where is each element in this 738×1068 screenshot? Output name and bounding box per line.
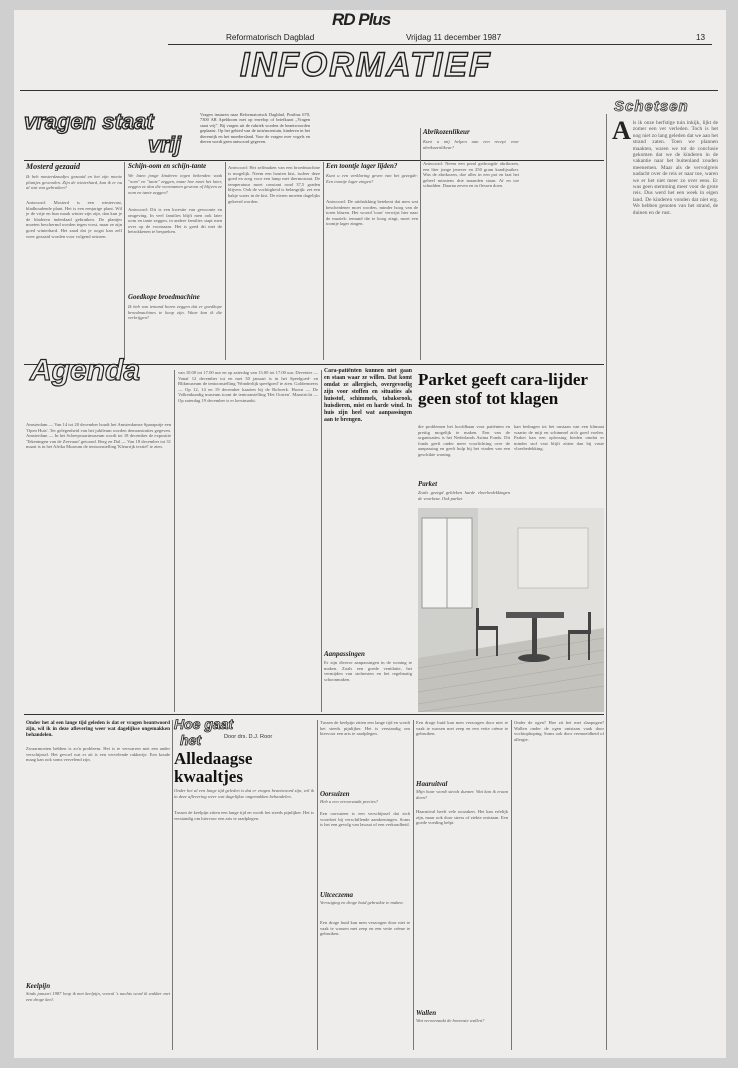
mosterd-heading: Mosterd gezaaid [26, 162, 80, 171]
kwaaltjes-title-block [174, 750, 314, 786]
vragen-intro: Vragen insturen naar Reformatorisch Dagblad, Postbus 670, 7300 AR Apeldoorn met op envelop of briefkaart „Vragen staat vrij”. Bij vragen uit de rubriek worden de beantwoorden geplaatst. Op het gebied van de tuin/moestuin, kinderen in het dierenrijk en het moedersland. Voor de vragen over vogels en dieren wordt geen antwoord gegeven. [200, 112, 310, 145]
divider [511, 720, 512, 1050]
parket-body-1: die problemen het hoofdbaan voor patiënten en prettig mogelijk te maken. Een van de organisaties is het Nederlands Astma Fonds. Dit fonds geeft onder meer voorlichting over de aanpassing en geeft hulp bij het vinden van een geschikte woning. [418, 424, 510, 457]
schijn-oom-answer: Antwoord: Dit is een kwestie van gewoonte en omgeving. In veel families blijft men ook later oom en tante zeggen, in andere families stapt men over op de voornaam. Het is goed dit met de betrokkenen te bespreken. [128, 207, 222, 235]
vragen-column-5 [423, 128, 519, 360]
keelpijn-subhead: Keelpijn [26, 982, 51, 990]
vragen-column-4 [326, 162, 418, 362]
room-photo-illustration [418, 508, 604, 712]
divider [413, 720, 414, 1050]
vragen-column-1 [26, 162, 122, 362]
kwaaltjes-col-4 [416, 720, 508, 1050]
kwaaltjes-lead-bold: Onder het al een lange tijd geleden is dat er vragen beantwoord zijn, wil ik in deze aflevering weer wat dagelijkse ongemakken behandelen. [26, 720, 170, 739]
kwaaltjes-lead: Onder het al een lange tijd geleden is dat er vragen beantwoord zijn, wil ik in deze aflevering weer wat dagelijkse ongemakken behandelen. [174, 788, 314, 799]
kwaaltjes-col-3 [320, 720, 410, 1050]
uiteczema-body: Een droge huid kan men verzorgen door niet te vaak te wassen met zeep en een vette crème te gebruiken. [320, 920, 410, 937]
divider [317, 720, 318, 1050]
broedmachine-answer: Antwoord: Het zelfmaken van een broedmachine is mogelijk. Neem een houten kist, isoleer deze goed en zorg voor een lamp met thermostaat. De temperatuur moet constant rond 37,5 graden blijven. Ook de vochtigheid is belangrijk: zet een bakje water in de kist. De eieren moeten dagelijks gekeerd worden. [228, 165, 320, 204]
kwaaltjes-col-1 [26, 720, 170, 1050]
kwaaltjes-col-2 [174, 810, 314, 1050]
vragen-title-line1: vragen staat [24, 109, 154, 134]
publication-name: Reformatorisch Dagblad [226, 33, 315, 42]
abrikozen-question: Kunt u mij helpen aan een recept voor abrikozenlikeur? [423, 139, 519, 150]
broedmachine-heading: Goedkope broedmachine [128, 293, 200, 301]
parket-caption: Zoals gezegd gebleken harde vloerbedekkingen de voorkeur. Ook parket [418, 490, 510, 501]
rd-plus-logo [332, 10, 408, 36]
aanpassingen-body: Er zijn diverse aanpassingen in de woning te maken. Zoals een goede ventilatie, het vermijden van stofnesten en het regelmatig schoonmaken. [324, 660, 412, 682]
schetsen-logo: Schetsen [614, 98, 689, 115]
oorsuizen-body: Een oorsuizen is een verschijnsel dat zich voordoet bij verschillende aandoeningen. Soms is het een gevolg van lawaai of een verkoudheid. [320, 811, 410, 828]
kwaaltjes-body-3a: Tussen de keelpijn zitten een lange tijd en wordt het steeds pijnlijker. Het is verstandig om hiervoor een arts te raadplegen. [320, 720, 410, 737]
parket-body-2: kan bedragen tot het onstaan van een klimaat waarin de mijt en schimmel zich goed voelen. Parket kan een oplossing bieden omdat er minder stof vast blijft zitten dan bij vaste vloerbedekking. [514, 424, 604, 452]
divider [172, 720, 173, 1050]
vragen-column-2 [128, 162, 222, 362]
kwaaltjes-col-5 [514, 720, 604, 1050]
drop-cap: A [612, 116, 631, 145]
page-number: 13 [696, 33, 706, 42]
toontje-heading: Een toontje lager lijden? [326, 162, 398, 170]
oorsuizen-question: Heb u een veroorzaakt precies? [320, 799, 379, 804]
kwaaltjes-body-2: Tussen de keelpijn zitten een lange tijd en wordt het steeds pijnlijker. Het is verstandig om hiervoor een arts te raadplegen. [174, 810, 314, 821]
divider [321, 370, 322, 712]
schetsen-body: ls ik onze herfstige tuin inkijk, lijkt de zomer een ver verleden. Toch is het nog niet zo lang geleden dat we aan het strand zaten. Toen we plannen maakten, waren we tot de conclusie gekomen dat we de kinderen in de vakantie naar het buitenland zouden meenemen. Maar als de vervolgreis nadacht over de reis er naar toe, waren we er het niet meer zo over eens. Er was geen stemming meer voor de grote reis. Dus werd het een week in eigen land. De kinderen vonden dat niet erg. We hebben genoten van het strand, de duinen en de rust. [632, 120, 718, 216]
toontje-question: Kunt u een verklaring geven van het gezegde: Een toontje lager zingen? [326, 173, 418, 184]
toontje-answer: Antwoord: De uitdrukking betekent dat men wat bescheidener moet worden, minder hoog van de toren blazen. Het woord 'toon' verwijst hier naar de muziek: iemand die te hoog zingt, moet een toontje lager zingen. [326, 199, 418, 227]
schijn-oom-question: We laten jonge kinderen tegen bekenden vaak "oom" en "tante" zeggen, maar hoe moet het later, zeggen ze dan die voornamen gewoon of blijven ze oom en tante zeggen? [128, 173, 222, 195]
abrikozen-answer: Antwoord: Neem een pond gedroogde abrikozen, een liter jonge jenever en 250 gram kandijsuiker. Was de abrikozen, doe alles in een pot en laat het geheel minstens drie maanden staan. Af en toe schudden. Daarna zeven en in flessen doen. [423, 161, 519, 189]
parket-intro: Cara-patiënten kunnen niet gaan en staan waar ze willen. Dat komt omdat ze allergisch, overgevoelig zijn voor stoffen en situaties als huisstof, schimmels, tabaksrook, huisdieren, mist en harde wind. In huis zijn heel wat aanpassingen aan te brengen. [324, 368, 412, 423]
divider [124, 162, 125, 360]
newspaper-page [14, 10, 726, 1058]
kwaaltjes-body-4a: Een droge huid kan men verzorgen door niet te vaak te wassen met zeep en een vette crème te gebruiken. [416, 720, 508, 737]
parket-subhead: Parket [418, 480, 438, 488]
kwaaltjes-body-1: Zwaarmoeten hebben is zo'n probleem. Het is te verwarren met een ander verschijnsel. Het gevoel wat er zit is een vervelende rakkertje. Een koude maag kan ook soms vervelend zijn. [26, 746, 170, 763]
kwaaltjes-top-rule [24, 714, 604, 715]
divider [225, 162, 226, 360]
parket-headline [418, 370, 604, 430]
wallen-subhead: Wallen [416, 1009, 437, 1017]
schetsen-column [612, 116, 718, 1050]
divider [323, 162, 324, 360]
masthead-bottom-rule [20, 90, 718, 91]
keelpijn-question: Sinds januari 1987 loop ik met keelpijn, vooral 's nachts word ik wakker met een droge keel. [26, 991, 170, 1002]
kwaaltjes-title-2: kwaaltjes [174, 767, 243, 786]
agenda-entries-col1: Amsterdam — Van 14 tot 20 december houdt het Amsterdamse Spaarpotje een 'Open Huis'. Ter gelegenheid van het jubileum worden demonstraties gegeven. Amsterdam — In het Scheepvaartmuseum wordt tot 18 december de expositie 'Tekeningen van de Zeevaart' getoond. Berg en Dal — Van 18 december tot 31 maart is in het Afrika Museum de tentoonstelling 'Kleurrijk textiel' te zien. [26, 422, 171, 450]
uiteczema-question: Vervuiging en droge huid gebruikte te maken. [320, 900, 404, 905]
haaruitval-subhead: Haaruitval [416, 780, 448, 788]
kwaaltjes-kicker-2: het [180, 732, 201, 748]
mosterd-question: Ik heb mosterdzaadjes gezaaid en het zijn mooie plantjes geworden. Zijn de winterhard, kan ik er nu al wat van gebruiken? [26, 174, 122, 191]
parket-title: Parket geeft cara-lijder geen stof tot klagen [418, 370, 588, 408]
kwaaltjes-byline: Door drs. D.J. Roor [224, 734, 273, 740]
wallen-question: Wat veroorzaakt de bovenste wallen? [416, 1018, 485, 1023]
parket-photo [418, 508, 604, 712]
broedmachine-question: Ik heb van iemand horen zeggen dat er goedkope broedmachines te koop zijn. Waar kan ik die verkrijgen? [128, 304, 222, 321]
divider [420, 128, 421, 360]
logo-text: RD Plus [332, 10, 391, 29]
parket-body-3 [324, 510, 412, 646]
oorsuizen-subhead: Oorsuizen [320, 790, 350, 798]
aanpassingen-subhead: Aanpassingen [324, 650, 365, 658]
section-title: INFORMATIEF [240, 46, 492, 84]
vragen-title-line2: vrij [148, 132, 182, 157]
publication-date: Vrijdag 11 december 1987 [406, 33, 502, 42]
schijn-oom-heading: Schijn-oom en schijn-tante [128, 162, 207, 170]
abrikozen-heading: Abrikozenlikeur [423, 128, 470, 136]
masthead-top-rule [168, 44, 712, 45]
uiteczema-subhead: Uitceczema [320, 891, 354, 899]
kwaaltjes-kicker-1: Hoe gaat [174, 716, 234, 732]
mosterd-answer: Antwoord: Mosterd is een wintervast, bladhoudende plant. Het is een eenjarige plant. Wil je de vrije en hun maak winter zijn zijn, dan kun je de bladeren inderdaad gebruiken. De plantjes moeten beschermd worden tegen vorst, maar ze zijn goed winterhard. Het zaad dat je oogst kan zelf weer gezaaid worden voor volgend seizoen. [26, 200, 122, 239]
haaruitval-body: Haaruitval heeft vele oorzaken. Het kan erfelijk zijn, maar ook door stress of ziekte ontstaan. Een goede voeding helpt. [416, 809, 508, 826]
kwaaltjes-title-1: Alledaagse [174, 749, 253, 768]
schetsen-divider [606, 114, 607, 1050]
wallen-body: Onder de ogen? Hoe zit het met slaapogen? Wallen onder de ogen ontstaan vaak door vochtophoping. Soms ook door vermoeidheid of allergie. [514, 720, 604, 742]
divider [174, 370, 175, 712]
agenda-title: Agenda [30, 354, 141, 387]
haaruitval-question: Mijn haar wordt steeds dunner. Wat kan ik eraan doen? [416, 789, 508, 800]
agenda-entries-col2: van 10.00 tot 17.00 uur en op zaterdag van 13.00 tot 17.00 uur. Deventer — Vanaf 12 december tot en met 30 januari is in het Speelgoed- en Blikmuseum de tentoonstelling 'Wonderlijk speelgoed' te zien. Goldermeers — Op 12, 14 en 19 december kaarten bij de Bolwerk. Hoorn — De Volkenkundig museum toont de tentoonstelling 'Het Oosten'. Maastricht — Op zaterdag 19 december is er kerstmarkt. [178, 370, 318, 403]
